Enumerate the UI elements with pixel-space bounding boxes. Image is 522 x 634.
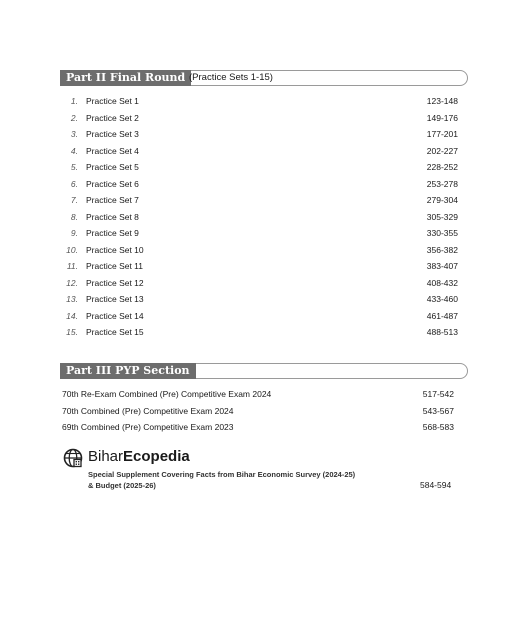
row-pages: 330-355 bbox=[426, 228, 458, 238]
toc-row bbox=[62, 210, 458, 224]
row-title: 69th Combined (Pre) Competitive Exam 2023 bbox=[62, 422, 234, 432]
globe-building-icon bbox=[63, 448, 83, 468]
part3-title: Part III PYP Section bbox=[60, 363, 196, 379]
row-number: 14. bbox=[66, 310, 78, 321]
row-pages: 543-567 bbox=[422, 405, 454, 416]
toc-row bbox=[62, 177, 458, 191]
toc-row bbox=[62, 404, 454, 418]
part2-title: Part II Final Round bbox=[60, 70, 191, 86]
toc-row bbox=[62, 226, 458, 240]
row-title: Practice Set 15 bbox=[86, 327, 144, 337]
row-pages: 433-460 bbox=[426, 294, 458, 304]
row-pages: 253-278 bbox=[426, 178, 458, 189]
ecopedia-line2: & Budget (2025-26) bbox=[88, 481, 156, 490]
row-title: Practice Set 3 bbox=[86, 129, 139, 139]
row-pages: 123-148 bbox=[426, 96, 458, 106]
row-number: 9. bbox=[70, 228, 78, 238]
toc-row bbox=[62, 309, 458, 323]
row-title: Practice Set 11 bbox=[86, 261, 144, 271]
row-number: 10. bbox=[66, 244, 78, 255]
row-title: Practice Set 4 bbox=[86, 145, 139, 156]
toc-row bbox=[62, 276, 458, 290]
toc-row bbox=[62, 387, 454, 401]
toc-row bbox=[62, 144, 458, 158]
row-number: 7. bbox=[70, 195, 78, 205]
toc-row bbox=[62, 243, 458, 257]
row-title: Practice Set 9 bbox=[86, 228, 139, 238]
toc-row bbox=[62, 111, 458, 125]
toc-row bbox=[62, 160, 458, 174]
row-pages: 177-201 bbox=[426, 129, 458, 139]
ecopedia-brand bbox=[88, 447, 190, 467]
brand-bold: Ecopedia bbox=[123, 448, 190, 465]
row-number: 2. bbox=[70, 112, 78, 123]
row-title: Practice Set 5 bbox=[86, 162, 139, 172]
brand-light: Bihar bbox=[88, 448, 124, 465]
row-number: 11. bbox=[66, 261, 78, 271]
row-number: 1. bbox=[70, 96, 78, 106]
toc-row bbox=[62, 193, 458, 207]
row-pages: 305-329 bbox=[426, 211, 458, 222]
part2-header bbox=[60, 70, 468, 86]
row-pages: 568-583 bbox=[422, 422, 454, 432]
row-number: 6. bbox=[70, 178, 78, 189]
row-title: Practice Set 1 bbox=[86, 96, 139, 106]
row-pages: 461-487 bbox=[426, 310, 458, 321]
row-number: 8. bbox=[70, 211, 78, 222]
row-title: Practice Set 7 bbox=[86, 195, 139, 205]
row-pages: 383-407 bbox=[426, 261, 458, 271]
part3-header bbox=[60, 363, 468, 379]
row-pages: 149-176 bbox=[426, 112, 458, 123]
row-number: 15. bbox=[66, 327, 78, 337]
row-title: Practice Set 8 bbox=[86, 211, 139, 222]
ecopedia-description bbox=[88, 469, 388, 491]
toc-row bbox=[62, 127, 458, 141]
row-number: 13. bbox=[66, 294, 78, 304]
row-title: Practice Set 12 bbox=[86, 277, 144, 288]
ecopedia-line1: Special Supplement Covering Facts from Bihar Economic Survey (2024-25) bbox=[88, 470, 356, 479]
row-pages: 228-252 bbox=[426, 162, 458, 172]
row-title: Practice Set 2 bbox=[86, 112, 139, 123]
row-title: 70th Re-Exam Combined (Pre) Competitive Exam 2024 bbox=[62, 389, 272, 399]
row-pages: 202-227 bbox=[426, 145, 458, 156]
ecopedia-pages: 584-594 bbox=[420, 480, 452, 490]
row-pages: 279-304 bbox=[426, 195, 458, 205]
toc-row bbox=[62, 94, 458, 108]
row-title: Practice Set 14 bbox=[86, 310, 144, 321]
part2-subtitle: (Practice Sets 1-15) bbox=[189, 72, 273, 83]
row-pages: 488-513 bbox=[426, 327, 458, 337]
row-title: Practice Set 10 bbox=[86, 244, 144, 255]
row-pages: 356-382 bbox=[426, 244, 458, 255]
toc-row bbox=[62, 325, 458, 339]
toc-row bbox=[62, 259, 458, 273]
row-number: 3. bbox=[70, 129, 78, 139]
row-title: 70th Combined (Pre) Competitive Exam 2024 bbox=[62, 405, 234, 416]
row-number: 4. bbox=[70, 145, 78, 156]
row-number: 5. bbox=[70, 162, 78, 172]
toc-row bbox=[62, 292, 458, 306]
row-pages: 517-542 bbox=[422, 389, 454, 399]
row-number: 12. bbox=[66, 277, 78, 288]
row-pages: 408-432 bbox=[426, 277, 458, 288]
toc-row bbox=[62, 420, 454, 434]
row-title: Practice Set 6 bbox=[86, 178, 139, 189]
row-title: Practice Set 13 bbox=[86, 294, 144, 304]
